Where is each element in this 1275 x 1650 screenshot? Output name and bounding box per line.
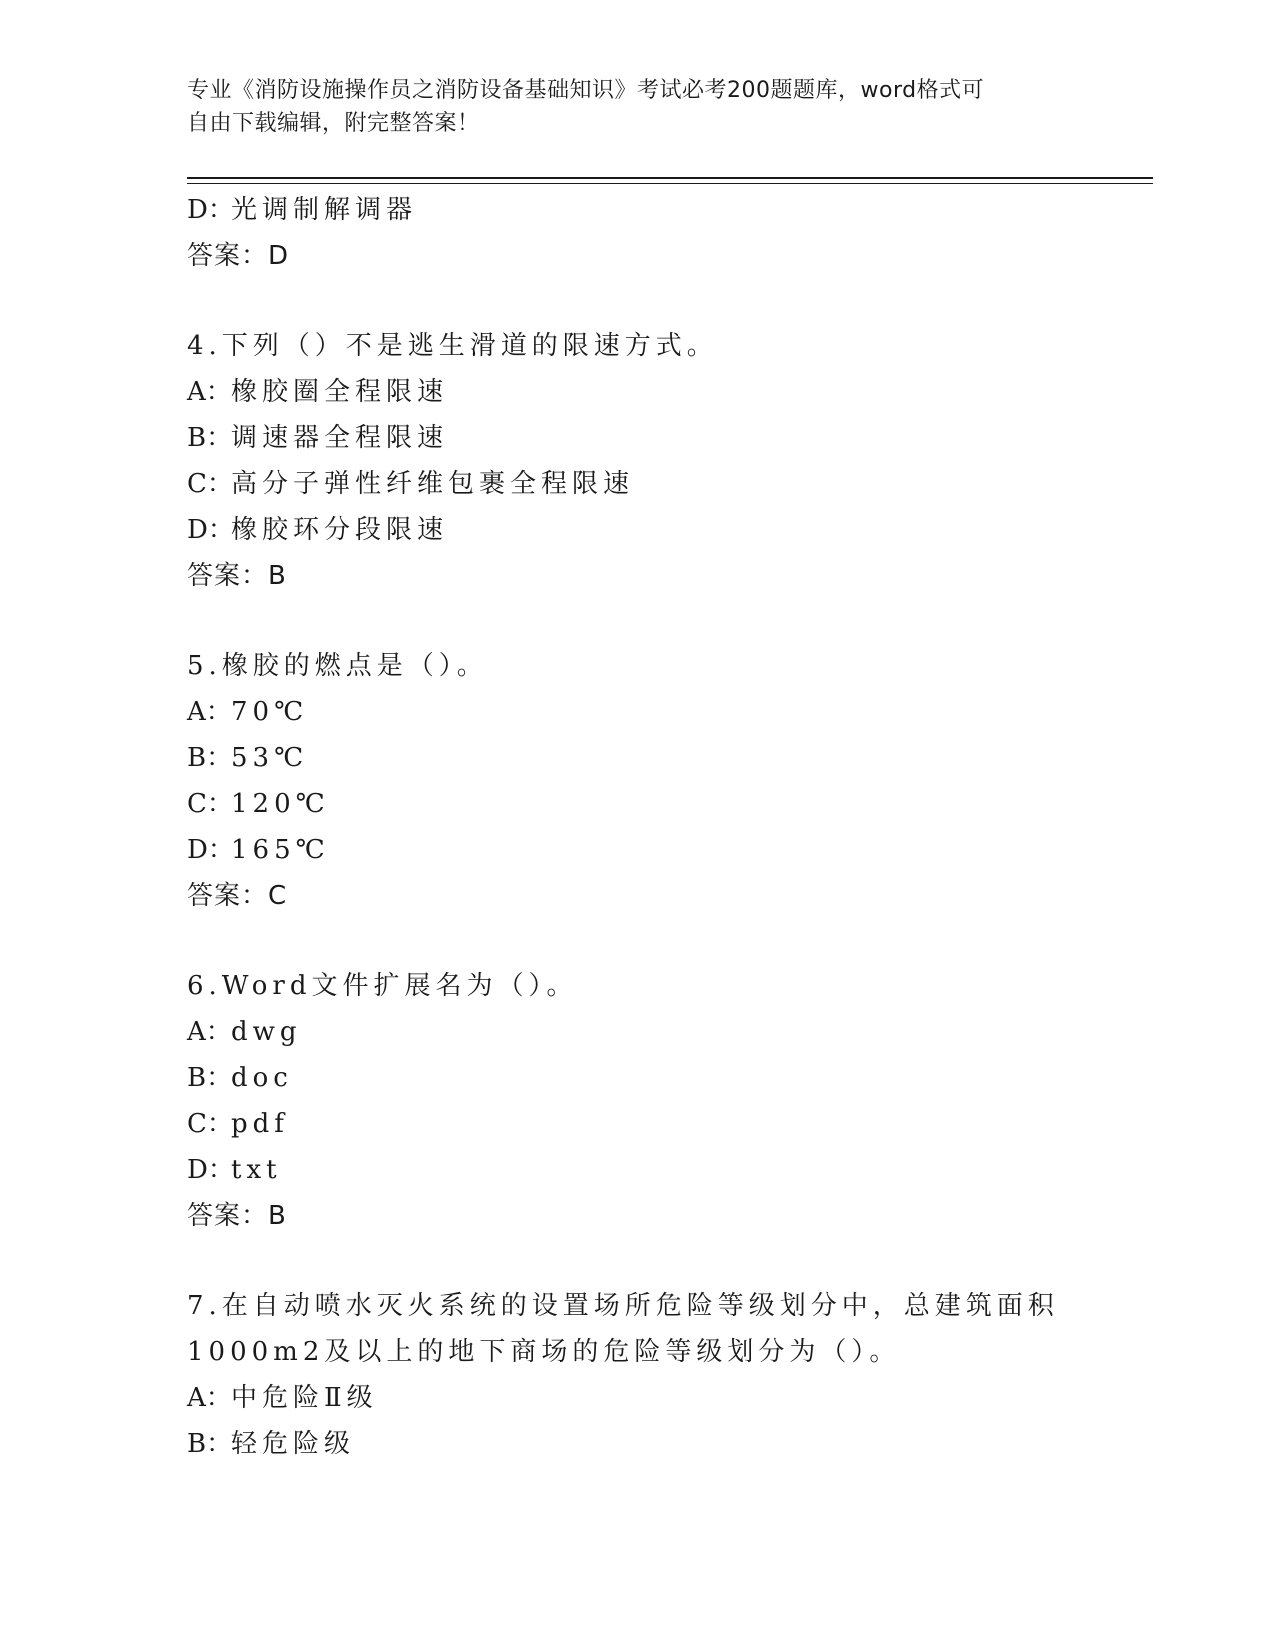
block-gap xyxy=(187,279,1153,323)
answer-line: 答案：B xyxy=(187,561,287,591)
option-text: 调速器全程限速 xyxy=(231,423,449,453)
option-text: 165℃ xyxy=(231,835,330,865)
question-text: 6.Word文件扩展名为（）。 xyxy=(187,971,578,1001)
option-key: C： xyxy=(187,789,233,819)
header-divider-thick xyxy=(187,177,1153,179)
option-c xyxy=(187,1101,1153,1147)
option-key: D： xyxy=(187,195,234,225)
document-header xyxy=(187,74,1087,140)
option-key: B： xyxy=(187,423,233,453)
answer-line: 答案：B xyxy=(187,1201,287,1231)
option-key: B： xyxy=(187,743,233,773)
option-text: txt xyxy=(231,1155,282,1185)
option-key: A： xyxy=(187,377,232,407)
option-text: 中危险Ⅱ级 xyxy=(231,1383,378,1413)
option-d xyxy=(187,507,1153,553)
option-b xyxy=(187,735,1153,781)
answer-line: 答案：C xyxy=(187,881,288,911)
option-a xyxy=(187,369,1153,415)
header-line-1: 专业《消防设施操作员之消防设备基础知识》考试必考200题题库，word格式可 xyxy=(187,78,985,103)
question-text: 5.橡胶的燃点是（）。 xyxy=(187,651,488,681)
option-key: D： xyxy=(187,835,234,865)
block-gap xyxy=(187,919,1153,963)
option-key: A： xyxy=(187,1383,232,1413)
option-c xyxy=(187,781,1153,827)
option-key: B： xyxy=(187,1429,233,1459)
option-text: 光调制解调器 xyxy=(231,195,418,225)
option-key: D： xyxy=(187,515,234,545)
block-gap xyxy=(187,1239,1153,1283)
option-key: A： xyxy=(187,1017,232,1047)
option-d xyxy=(187,827,1153,873)
option-b xyxy=(187,415,1153,461)
block-gap xyxy=(187,599,1153,643)
option-text: 橡胶环分段限速 xyxy=(231,515,449,545)
option-key: C： xyxy=(187,469,233,499)
option-a xyxy=(187,1375,1153,1421)
option-text: 橡胶圈全程限速 xyxy=(231,377,449,407)
option-text: pdf xyxy=(231,1109,289,1139)
question-text: 7.在自动喷水灭火系统的设置场所危险等级划分中，总建筑面积 xyxy=(187,1291,1059,1321)
option-key: D： xyxy=(187,1155,234,1185)
option-text: 70℃ xyxy=(231,697,309,727)
option-c xyxy=(187,461,1153,507)
option-b xyxy=(187,1055,1153,1101)
option-key: B： xyxy=(187,1063,233,1093)
option-text: doc xyxy=(231,1063,293,1093)
question-text-continued: 1000m2及以上的地下商场的危险等级划分为（）。 xyxy=(187,1337,901,1367)
option-a xyxy=(187,1009,1153,1055)
option-d xyxy=(187,1147,1153,1193)
option-b xyxy=(187,1421,1153,1467)
question-text: 4.下列（）不是逃生滑道的限速方式。 xyxy=(187,331,718,361)
option-text: 轻危险级 xyxy=(231,1429,356,1459)
option-key: A： xyxy=(187,697,232,727)
answer-line: 答案：D xyxy=(187,241,290,271)
option-text: dwg xyxy=(231,1017,302,1047)
option-text: 53℃ xyxy=(231,743,309,773)
question-list xyxy=(187,187,1153,1467)
option-text: 高分子弹性纤维包裹全程限速 xyxy=(231,469,635,499)
option-d xyxy=(187,187,1153,233)
option-a xyxy=(187,689,1153,735)
header-line-2: 自由下载编辑，附完整答案！ xyxy=(187,111,480,136)
header-divider-thin xyxy=(187,183,1153,184)
option-text: 120℃ xyxy=(231,789,330,819)
option-key: C： xyxy=(187,1109,233,1139)
